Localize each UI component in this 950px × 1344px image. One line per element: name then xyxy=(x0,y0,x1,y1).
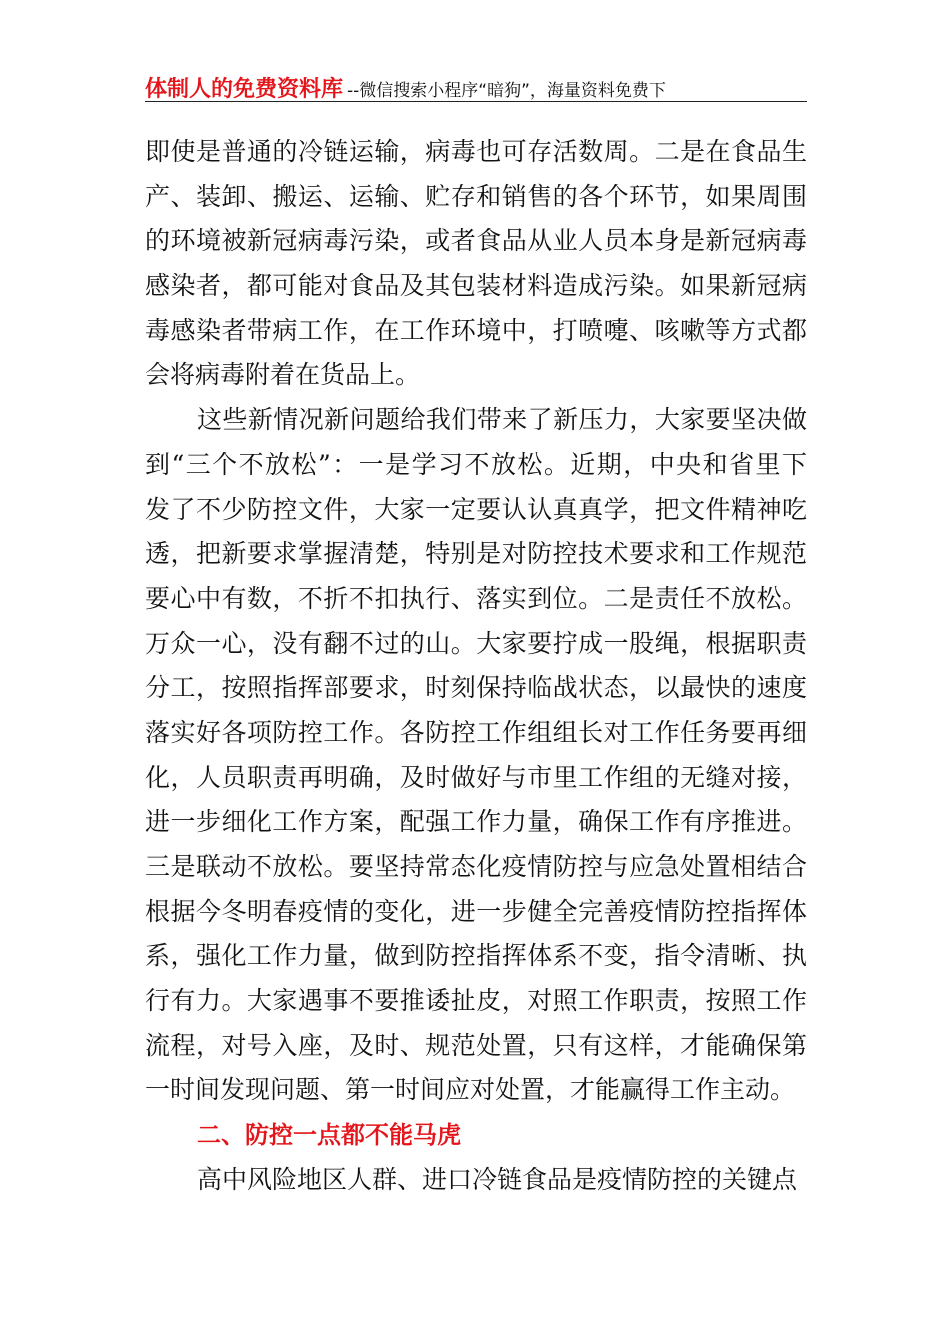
text-line: 行有力。大家遇事不要推诿扯皮，对照工作职责，按照工作 xyxy=(145,986,807,1016)
text-line: 高中风险地区人群、进口冷链食品是疫情防控的关键点 xyxy=(197,1164,798,1194)
text-line: 根据今冬明春疫情的变化，进一步健全完善疫情防控指挥体 xyxy=(145,896,807,926)
text-line: 感染者，都可能对食品及其包装材料造成污染。如果新冠病 xyxy=(145,271,807,301)
text-line: 会将病毒附着在货品上。 xyxy=(145,360,421,390)
text-line: 系，强化工作力量，做到防控指挥体系不变，指令清晰、执 xyxy=(145,941,807,971)
text-line: 的环境被新冠病毒污染，或者食品从业人员本身是新冠病毒 xyxy=(145,226,807,256)
text-line: 透，把新要求掌握清楚，特别是对防控技术要求和工作规范 xyxy=(145,539,807,569)
paragraph-3 xyxy=(145,1158,807,1203)
paragraph-2 xyxy=(145,398,807,1113)
text-line: 产、装卸、搬运、运输、贮存和销售的各个环节，如果周围 xyxy=(145,181,807,211)
text-line: 发了不少防控文件，大家一定要认认真真学，把文件精神吃 xyxy=(145,494,807,524)
text-line: 化，人员职责再明确，及时做好与市里工作组的无缝对接， xyxy=(145,762,807,792)
text-line: 一时间发现问题、第一时间应对处置，才能赢得工作主动。 xyxy=(145,1075,796,1105)
header-brand: 体制人的免费资料库 xyxy=(145,77,344,100)
text-line: 进一步细化工作方案，配强工作力量，确保工作有序推进。 xyxy=(145,807,807,837)
section-heading: 二、防控一点都不能马虎 xyxy=(197,1121,461,1150)
paragraph-1 xyxy=(145,130,807,398)
text-line: 分工，按照指挥部要求，时刻保持临战状态，以最快的速度 xyxy=(145,673,807,703)
header-note: --微信搜索小程序“暗狗”，海量资料免费下 xyxy=(347,81,666,100)
text-line: 到“三个不放松”：一是学习不放松。近期，中央和省里下 xyxy=(145,449,807,479)
document-body xyxy=(145,130,807,1203)
page-header xyxy=(145,72,807,100)
text-line: 三是联动不放松。要坚持常态化疫情防控与应急处置相结合 xyxy=(145,852,807,881)
text-line: 落实好各项防控工作。各防控工作组组长对工作任务要再细 xyxy=(145,717,807,747)
text-line: 这些新情况新问题给我们带来了新压力，大家要坚决做 xyxy=(197,405,807,435)
text-line: 毒感染者带病工作，在工作环境中，打喷嚏、咳嗽等方式都 xyxy=(145,315,807,345)
header-divider xyxy=(145,101,807,102)
text-line: 要心中有数，不折不扣执行、落实到位。二是责任不放松。 xyxy=(145,583,807,613)
text-line: 流程，对号入座，及时、规范处置，只有这样，才能确保第 xyxy=(145,1030,807,1060)
text-line: 万众一心，没有翻不过的山。大家要拧成一股绳，根据职责 xyxy=(145,628,807,658)
text-line: 即使是普通的冷链运输，病毒也可存活数周。二是在食品生 xyxy=(145,137,807,166)
